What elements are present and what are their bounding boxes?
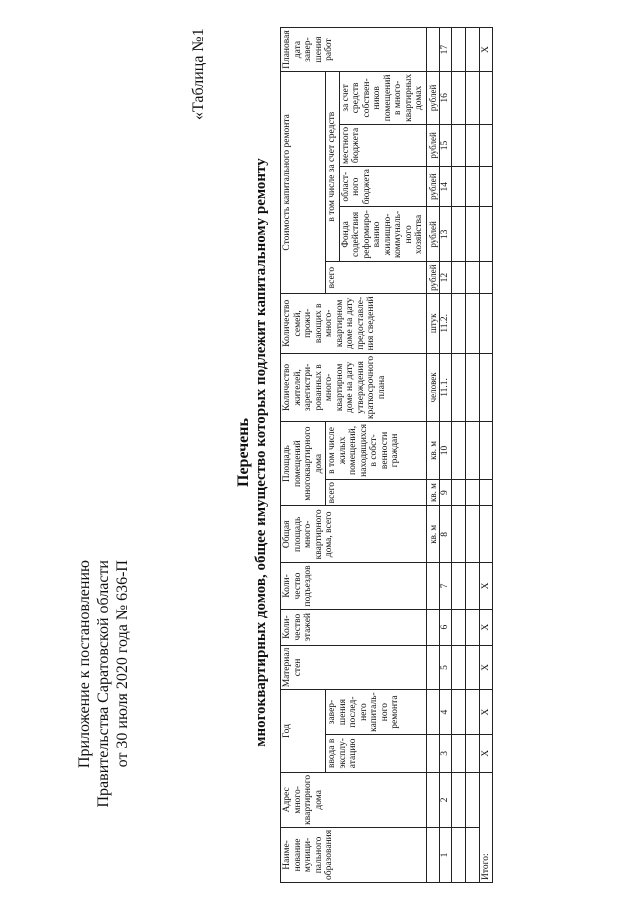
- unit-families: штук: [426, 293, 440, 353]
- header-year-last-repair: завер-шения послед-него капиталь-ного ремонта: [326, 690, 427, 735]
- col-number: 13: [440, 207, 452, 262]
- header-cost-owners: за счет средств собствен-ников помещений в много-квартирных домах: [339, 71, 426, 124]
- total-row: [479, 28, 493, 883]
- total-cell: Х: [479, 645, 493, 690]
- unit-cost-owners: рублей: [426, 71, 440, 124]
- header-row-1: [281, 28, 326, 883]
- header-row-2: [326, 28, 340, 883]
- header-families: Количество семей, прожи-вающих в много-квартирном доме на дату предоставле-ния сведений: [281, 293, 427, 353]
- header-address: Адрес много-квартирного дома: [281, 772, 427, 827]
- unit-cost-regional: рублей: [426, 166, 440, 206]
- header-cost-local: местного бюджета: [339, 124, 426, 166]
- col-number: 17: [440, 28, 452, 72]
- header-rooms-area: Площадь помещений многоквартирного дома: [281, 421, 326, 505]
- col-number: 5: [440, 645, 452, 690]
- col-number: 1: [440, 827, 452, 882]
- col-number: 16: [440, 71, 452, 124]
- unit-cost-total: рублей: [426, 262, 440, 293]
- unit-area-private: кв. м: [426, 421, 440, 479]
- header-rooms-private: в том числе жилых помещений, находящихся в собст-венности граждан: [326, 421, 427, 479]
- unit-area-rooms: кв. м: [426, 479, 440, 505]
- col-number: 10: [440, 421, 452, 479]
- col-number: 4: [440, 690, 452, 735]
- unit-cost-fund: рублей: [426, 207, 440, 262]
- document-title: Перечень: [235, 418, 252, 487]
- approval-header: [75, 560, 132, 808]
- header-line-1: Приложение к постановлению: [76, 560, 93, 769]
- header-entrances: Коли-чество подъездов: [281, 563, 427, 609]
- col-number: 6: [440, 609, 452, 645]
- table-row: [465, 28, 479, 883]
- table-row: [451, 28, 465, 883]
- header-year: Год: [281, 690, 326, 773]
- col-number: 11.2.: [440, 293, 452, 353]
- header-cost-fund: Фонда содействия реформиро-ванию жилищно-коммуналь-ного хозяйства: [339, 207, 426, 262]
- col-number: 2: [440, 772, 452, 827]
- units-row: [426, 28, 440, 883]
- header-year-commission: ввода в эксплу-атацию: [326, 734, 427, 772]
- header-cost: Стоимость капитального ремонта: [281, 71, 326, 293]
- total-cell: Х: [479, 734, 493, 772]
- col-number: 8: [440, 506, 452, 563]
- header-line-2: Правительства Саратовской области: [95, 560, 112, 808]
- total-cell: Х: [479, 690, 493, 735]
- header-wall-material: Материал стен: [281, 645, 427, 690]
- total-cell: Х: [479, 609, 493, 645]
- header-planned-date: Плановая дата завер-шения работ: [281, 28, 427, 72]
- total-label: Итого:: [479, 772, 493, 882]
- unit-residents: человек: [426, 353, 440, 421]
- col-number: 15: [440, 124, 452, 166]
- header-line-3: от 30 июля 2020 года № 636-П: [114, 560, 131, 768]
- col-number: 12: [440, 262, 452, 293]
- column-number-row: [440, 28, 452, 883]
- header-cost-regional: област-ного бюджета: [339, 166, 426, 206]
- header-floors: Коли-чество этажей: [281, 609, 427, 645]
- unit-area-total: кв. м: [426, 506, 440, 563]
- header-total-area: Общая площадь много-квартирного дома, всего: [281, 506, 427, 563]
- header-rooms-total: всего: [326, 479, 427, 505]
- header-municipality: Наиме-нование муници-пального образования: [281, 827, 427, 882]
- total-cell: Х: [479, 563, 493, 609]
- header-cost-incl: в том числе за счет средств: [326, 71, 340, 262]
- table-number-label: «Таблица №1: [190, 28, 207, 120]
- col-number: 3: [440, 734, 452, 772]
- document-subtitle: многоквартирных домов, общее имущество которых подлежит капитальному ремонту: [253, 158, 269, 747]
- header-cost-total: всего: [326, 262, 427, 293]
- unit-cost-local: рублей: [426, 124, 440, 166]
- total-cell: Х: [479, 28, 493, 72]
- buildings-table: [280, 27, 493, 883]
- col-number: 9: [440, 479, 452, 505]
- col-number: 11.1.: [440, 353, 452, 421]
- header-residents: Количество жителей, зарегистри-рованных в много-квартирном доме на дату утверждения краткосрочного плана: [281, 353, 427, 421]
- col-number: 14: [440, 166, 452, 206]
- col-number: 7: [440, 563, 452, 609]
